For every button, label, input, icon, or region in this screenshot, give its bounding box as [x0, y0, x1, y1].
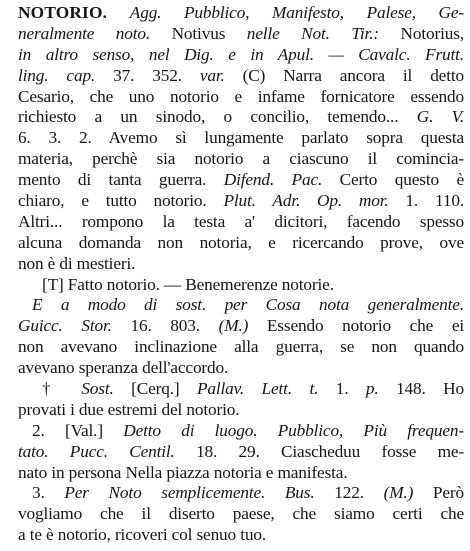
dictionary-entry	[18, 3, 464, 546]
text-run: Essendo notorio che ei	[248, 316, 464, 336]
italic-citation: Guicc. Stor.	[18, 316, 112, 336]
text-run: 2. [Val.]	[32, 420, 124, 440]
text-line	[18, 421, 464, 442]
italic-citation: G. V.	[416, 107, 464, 127]
italic-citation: neralmente noto.	[18, 23, 151, 43]
text-run: non è di mestieri.	[18, 253, 136, 273]
text-run: Certo questo è	[322, 170, 464, 190]
italic-citation: Sost.	[81, 379, 114, 399]
text-run: 3.	[32, 483, 65, 503]
text-run: 122.	[314, 483, 384, 503]
text-line	[18, 316, 464, 337]
text-run	[107, 3, 130, 22]
text-line	[18, 24, 464, 45]
text-line	[18, 191, 464, 212]
text-run: Altri... rompono la testa a' dicitori, facendo spesso	[18, 211, 464, 231]
italic-citation: Pallav. Lett. t.	[196, 379, 319, 399]
italic-citation: Detto di luogo. Pubblico, Più frequen-	[123, 420, 464, 440]
text-run: provati i due estremi del notorio.	[18, 399, 240, 419]
text-line	[18, 87, 464, 108]
italic-citation: E a modo di sost. per Cosa nota generalmente.	[32, 295, 464, 315]
text-run: †	[42, 379, 82, 399]
text-line	[18, 275, 464, 296]
italic-citation: in altro senso, nel Dig. e in Apul. — Cavalc. Frutt.	[18, 44, 464, 64]
text-line	[18, 107, 464, 128]
text-run: non avevano inclinazione alla guerra, se non quando	[18, 337, 464, 357]
text-line	[18, 149, 464, 170]
text-line	[18, 337, 464, 358]
text-line	[18, 233, 464, 254]
text-line	[18, 128, 464, 149]
text-run: 16. 803.	[111, 316, 219, 336]
text-line	[18, 3, 464, 24]
text-line	[18, 254, 464, 275]
text-line	[18, 170, 464, 191]
text-run: 148. Ho	[378, 379, 464, 399]
text-run: [Cerq.]	[113, 379, 197, 399]
text-line	[18, 483, 464, 504]
text-run: avevano speranza dell'accordo.	[18, 358, 229, 378]
text-run: Cesario, che uno notorio e infame fornicatore essendo	[18, 86, 464, 106]
italic-citation: (M.)	[383, 483, 414, 503]
text-line	[18, 442, 464, 463]
text-line	[18, 525, 464, 546]
text-run: 6. 3. 2. Avemo sì lungamente parlato sopra questa	[18, 128, 464, 148]
text-run: Però	[413, 483, 465, 503]
italic-citation: var.	[199, 65, 225, 85]
text-line	[18, 504, 464, 525]
text-line	[18, 212, 464, 233]
italic-citation: Per Noto semplicemente. Bus.	[64, 483, 315, 503]
text-run: mento di tanta guerra.	[18, 170, 224, 190]
text-run: 18. 29. Ciascheduu fosse me-	[174, 441, 464, 461]
text-run: Notivus	[150, 23, 247, 43]
text-run: a te è notorio, ricoveri col senuo tuo.	[18, 525, 267, 545]
text-line	[18, 400, 464, 421]
italic-citation: tato. Pucc. Centil.	[18, 441, 175, 461]
text-line	[18, 66, 464, 87]
italic-citation: (M.)	[218, 316, 249, 336]
text-run: richiesto a un sinodo, o concilio, temendo...	[18, 107, 417, 127]
text-line	[18, 379, 464, 400]
italic-citation: Agg. Pubblico, Manifesto, Palese, Ge-	[129, 3, 464, 22]
text-run: 1.	[318, 379, 366, 399]
italic-citation: ling. cap.	[18, 65, 96, 85]
text-run: chiaro, e tutto notorio.	[18, 191, 224, 211]
italic-citation: Plut. Adr. Op. mor.	[223, 191, 389, 211]
text-run: alcuna domanda non notoria, e ricercando prove, ove	[18, 232, 464, 252]
text-run: 1. 110.	[388, 191, 464, 211]
headword: NOTORIO.	[18, 3, 108, 22]
text-line	[18, 45, 464, 66]
text-run: Notorius,	[378, 23, 464, 43]
text-line	[18, 358, 464, 379]
italic-citation: p.	[365, 379, 379, 399]
italic-citation: nelle Not. Tir.:	[246, 23, 379, 43]
text-line	[18, 463, 464, 484]
text-run: materia, perchè sia notorio a ciascuno il comincia-	[18, 149, 464, 169]
text-run: vogliamo che il diserto paese, che siamo certi che	[18, 504, 464, 524]
text-run: (C) Narra ancora il detto	[224, 65, 464, 85]
text-line	[18, 295, 464, 316]
italic-citation: Difend. Pac.	[223, 170, 323, 190]
text-run: nato in persona Nella piazza notoria e manifesta.	[18, 462, 348, 482]
text-run: 37. 352.	[95, 65, 200, 85]
text-run: [T] Fatto notorio. — Benemerenze notorie.	[42, 274, 334, 294]
